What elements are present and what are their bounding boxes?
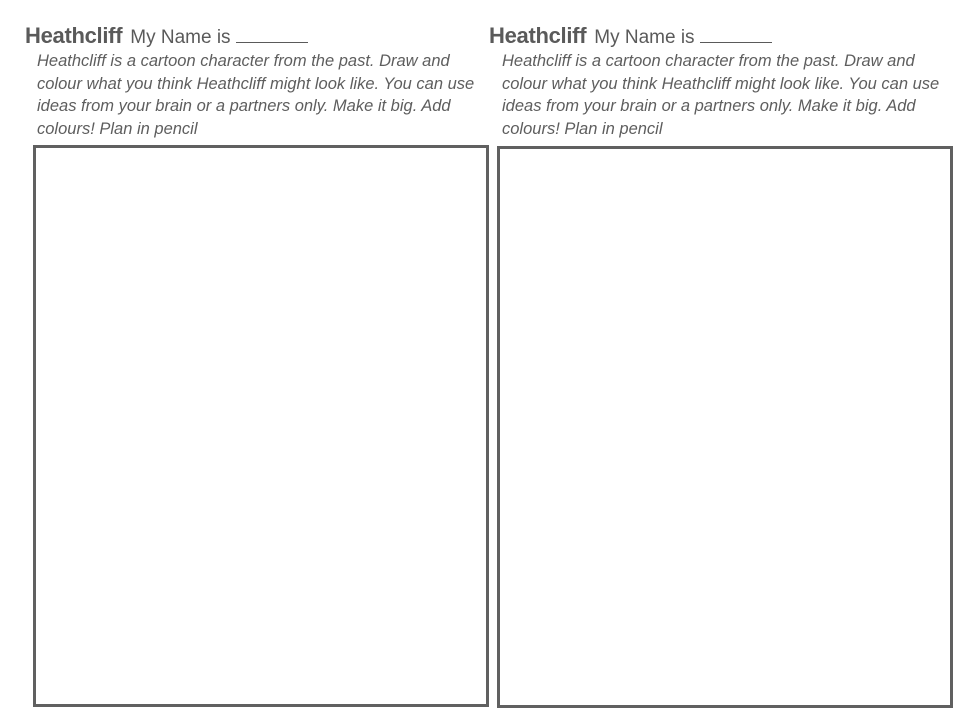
drawing-box[interactable] [497, 146, 953, 708]
name-blank-line[interactable] [236, 26, 308, 43]
worksheet-left [0, 0, 475, 720]
instructions-text: Heathcliff is a cartoon character from the past. Draw and colour what you think Heathcliff might look like. You can use ideas from your brain or a partners only. Make it big. Add colours! Plan in pencil [37, 52, 475, 139]
name-label: My Name is [130, 27, 231, 48]
worksheet-header [489, 22, 772, 53]
instructions-text: Heathcliff is a cartoon character from the past. Draw and colour what you think Heathcliff might look like. You can use ideas from your brain or a partners only. Make it big. Add colours! Plan in pencil [502, 52, 940, 139]
name-label: My Name is [594, 27, 695, 48]
worksheet-right [465, 0, 940, 720]
worksheet-header [25, 22, 308, 53]
name-blank-line[interactable] [700, 26, 772, 43]
worksheet-title: Heathcliff [25, 23, 123, 48]
worksheet-title: Heathcliff [489, 23, 587, 48]
drawing-box[interactable] [33, 145, 489, 707]
